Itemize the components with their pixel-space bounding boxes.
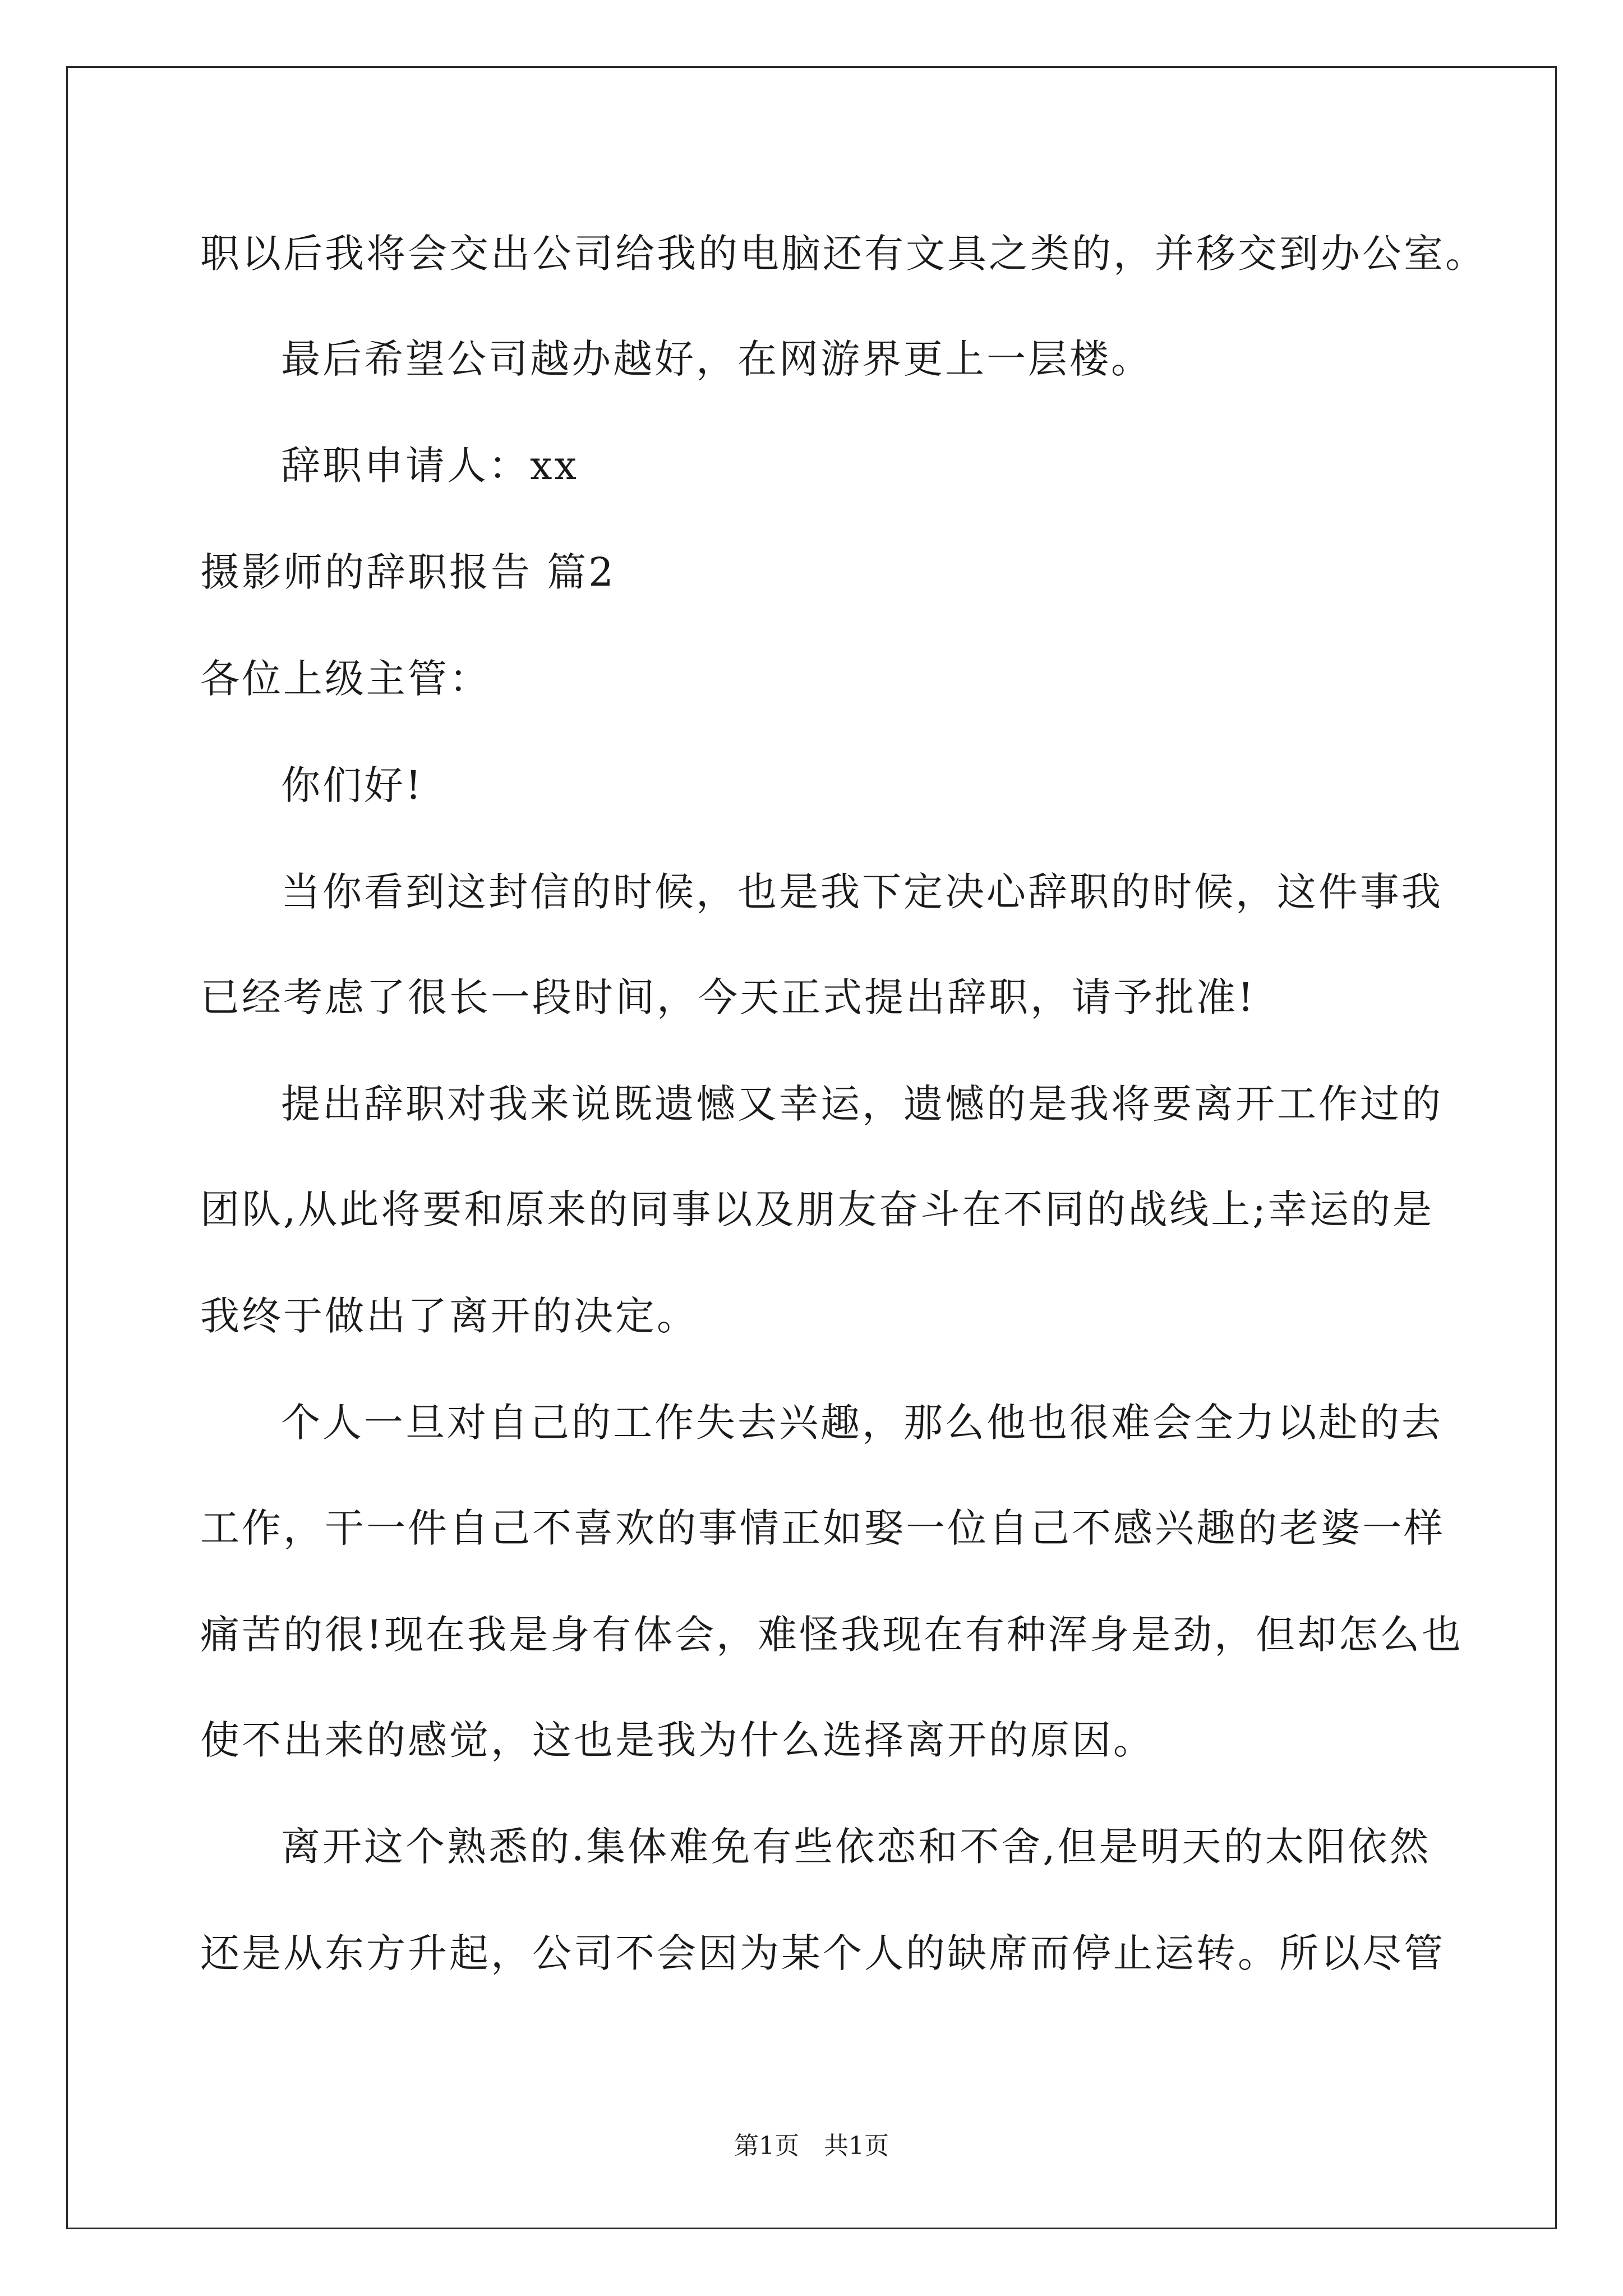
text-line: 离开这个熟悉的.集体难免有些依恋和不舍,但是明天的太阳依然 [281, 1824, 1431, 1870]
page-border [66, 66, 1557, 2229]
salutation: 各位上级主管： [200, 656, 491, 702]
text-line: 团队,从此将要和原来的同事以及朋友奋斗在不同的战线上;幸运的是 [200, 1186, 1434, 1232]
text-line: 提出辞职对我来说既遗憾又幸运，遗憾的是我将要离开工作过的 [281, 1081, 1443, 1127]
text-line: 个人一旦对自己的工作失去兴趣，那么他也很难会全力以赴的去 [281, 1400, 1443, 1446]
text-line: 当你看到这封信的时候，也是我下定决心辞职的时候，这件事我 [281, 869, 1443, 915]
text-line: 痛苦的很!现在我是身有体会，难怪我现在有种浑身是劲，但却怎么也 [200, 1612, 1464, 1658]
text-line: 最后希望公司越办越好，在网游界更上一层楼。 [281, 336, 1152, 382]
page-number-footer: 第1页 共1页 [734, 2132, 889, 2160]
greeting: 你们好! [281, 762, 424, 808]
text-line: 还是从东方升起，公司不会因为某个人的缺席而停止运转。所以尽管 [200, 1930, 1445, 1976]
text-line: 辞职申请人：xx [281, 443, 579, 489]
text-line: 使不出来的感觉，这也是我为什么选择离开的原因。 [200, 1717, 1155, 1763]
text-line: 工作，干一件自己不喜欢的事情正如娶一位自己不感兴趣的老婆一样 [200, 1505, 1445, 1551]
text-line: 已经考虑了很长一段时间，今天正式提出辞职，请予批准! [200, 974, 1256, 1020]
text-line: 职以后我将会交出公司给我的电脑还有文具之类的，并移交到办公室。 [200, 231, 1487, 277]
text-line: 我终于做出了离开的决定。 [200, 1293, 698, 1339]
section-heading: 摄影师的辞职报告 篇2 [200, 549, 616, 595]
